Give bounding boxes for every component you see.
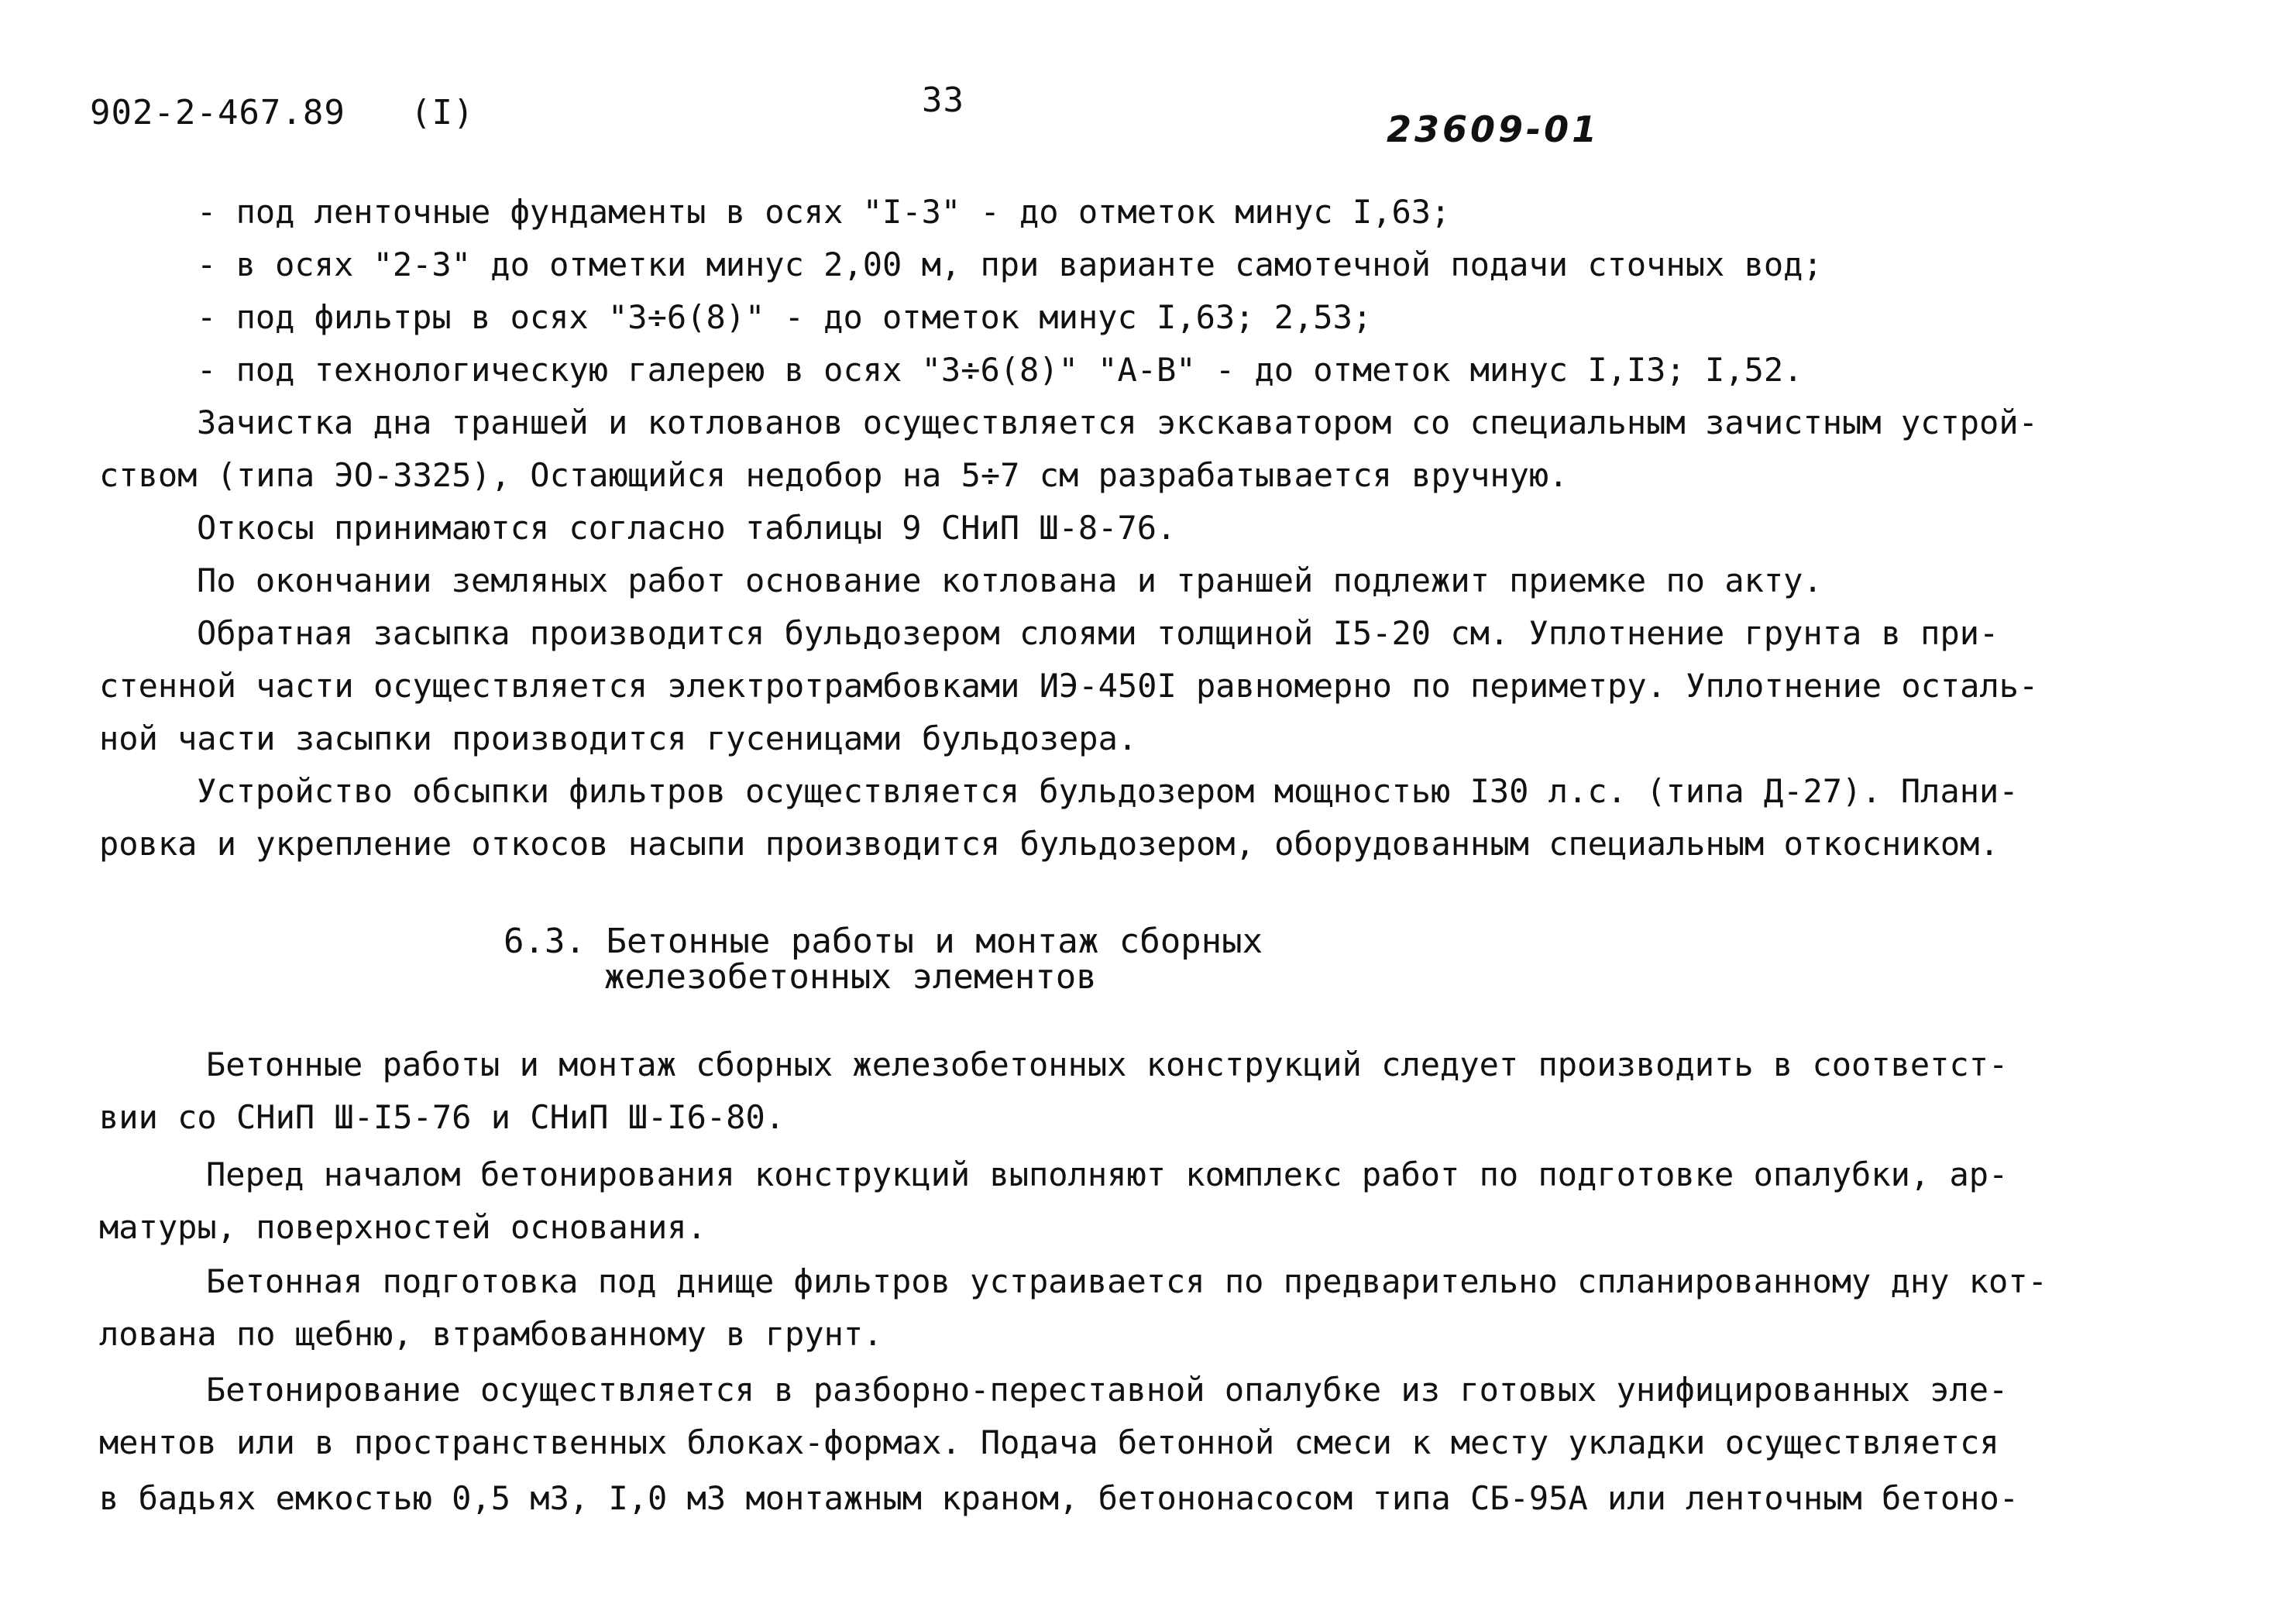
page-number: 33: [922, 81, 964, 120]
text-line: - под фильтры в осях "3÷6(8)" - до отметок минус I,63; 2,53;: [197, 298, 1373, 336]
text-line: Бетонная подготовка под днище фильтров устраивается по предварительно спланированному дну кот-: [206, 1262, 2047, 1300]
text-line: - в осях "2-3" до отметки минус 2,00 м, при варианте самотечной подачи сточных вод;: [197, 245, 1823, 283]
section-heading: 6.3. Бетонные работы и монтаж сборных: [504, 922, 1263, 961]
document-part: (I): [411, 93, 475, 132]
text-line: стенной части осуществляется электротрамбовками ИЭ-450I равномерно по периметру. Уплотнение осталь-: [99, 667, 2039, 705]
inventory-number-stamp: 23609-01: [1387, 108, 1600, 150]
text-line: лована по щебню, втрамбованному в грунт.: [99, 1315, 883, 1353]
section-heading-continued: железобетонных элементов: [604, 957, 1097, 997]
text-line: Устройство обсыпки фильтров осуществляется бульдозером мощностью I30 л.с. (типа Д-27). Плани-: [197, 772, 2019, 810]
text-line: Бетонные работы и монтаж сборных железобетонных конструкций следует производить в соответст-: [206, 1045, 2009, 1083]
text-line: Перед началом бетонирования конструкций выполняют комплекс работ по подготовке опалубки, ар-: [206, 1155, 2009, 1193]
text-line: в бадьях емкостью 0,5 м3, I,0 м3 монтажным краном, бетононасосом типа СБ-95А или ленточным бетоно-: [99, 1479, 2019, 1517]
text-line: Обратная засыпка производится бульдозером слоями толщиной I5-20 см. Уплотнение грунта в при-: [197, 614, 1999, 652]
text-line: - под технологическую галерею в осях "3÷6(8)" "А-В" - до отметок минус I,I3; I,52.: [197, 351, 1803, 389]
text-line: ментов или в пространственных блоках-формах. Подача бетонной смеси к месту укладки осуществляется: [99, 1423, 1999, 1461]
text-line: ством (типа ЭО-3325), Остающийся недобор на 5÷7 см разрабатывается вручную.: [99, 456, 1569, 494]
text-line: ной части засыпки производится гусеницами бульдозера.: [99, 719, 1138, 757]
document-code: 902-2-467.89: [90, 93, 345, 132]
text-line: матуры, поверхностей основания.: [99, 1208, 706, 1246]
text-line: По окончании земляных работ основание котлована и траншей подлежит приемке по акту.: [197, 561, 1823, 599]
text-line: ровка и укрепление откосов насыпи производится бульдозером, оборудованным специальным откосником.: [99, 825, 1999, 863]
text-line: Зачистка дна траншей и котлованов осуществляется экскаватором со специальным зачистным устрой-: [197, 403, 2038, 441]
text-line: Бетонирование осуществляется в разборно-переставной опалубке из готовых унифицированных эле-: [206, 1371, 2009, 1409]
text-line: - под ленточные фундаменты в осях "I-3" - до отметок минус I,63;: [197, 193, 1451, 231]
text-line: вии со СНиП Ш-I5-76 и СНиП Ш-I6-80.: [99, 1098, 785, 1136]
text-line: Откосы принимаются согласно таблицы 9 СНиП Ш-8-76.: [197, 509, 1177, 547]
